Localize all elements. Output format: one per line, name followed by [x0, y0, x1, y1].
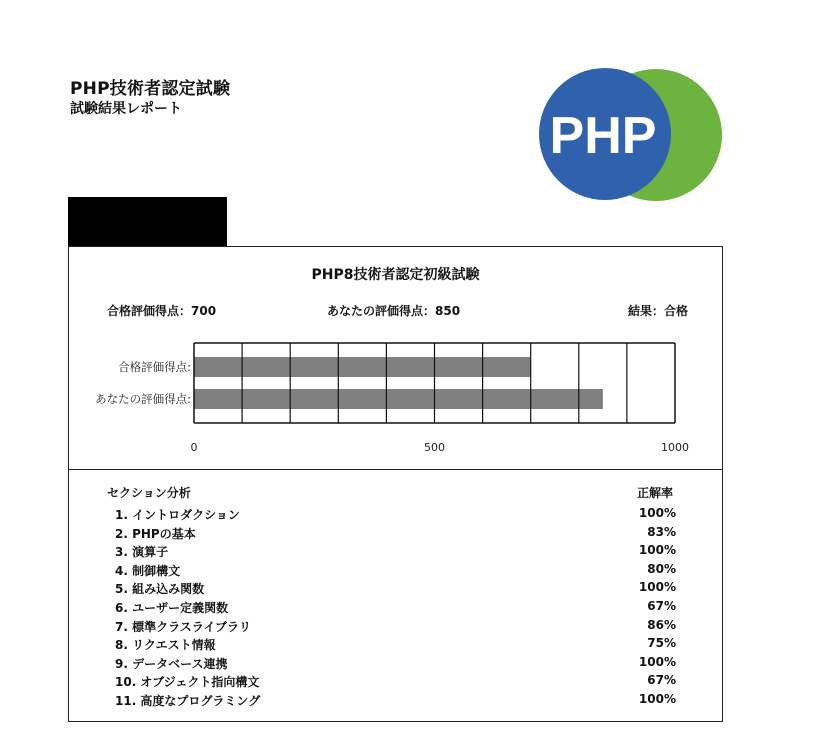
section-name: 9. データベース連携: [115, 656, 228, 671]
section-name: 8. リクエスト情報: [115, 638, 216, 653]
score-chart: [69, 327, 721, 462]
bar-label: あなたの評価得点:: [95, 392, 191, 406]
section-row: [69, 599, 722, 618]
section-row: [69, 543, 722, 562]
section-rate: 80%: [647, 561, 676, 576]
exam-title: PHP8技術者認定初級試験: [311, 267, 480, 283]
section-row: [69, 636, 722, 655]
section-name: 7. 標準クラスライブラリ: [115, 619, 252, 634]
section-rate: 75%: [647, 636, 676, 651]
section-name: 3. 演算子: [115, 545, 169, 560]
bar-label: 合格評価得点:: [118, 360, 191, 374]
php-logo: [538, 67, 724, 203]
section-row: [69, 506, 722, 525]
section-rate: 100%: [638, 580, 676, 595]
section-rate: 86%: [647, 617, 676, 632]
section-rate: 100%: [638, 691, 676, 706]
section-row: [69, 562, 722, 581]
x-tick-label: 0: [190, 441, 198, 454]
section-name: 10. オブジェクト指向構文: [115, 675, 260, 690]
x-tick-label: 1000: [661, 441, 689, 454]
bar-1: [194, 357, 531, 377]
section-rate: 100%: [638, 506, 676, 520]
section-name: 11. 高度なプログラミング: [115, 693, 261, 708]
x-tick-label: 500: [424, 441, 445, 454]
section-name: 1. イントロダクション: [115, 508, 240, 522]
section-name: 2. PHPの基本: [115, 526, 196, 541]
result-panel: [68, 246, 723, 722]
section-row: [69, 580, 722, 599]
report-title: PHP技術者認定試験: [70, 79, 231, 99]
result-text: 結果：合格: [627, 304, 688, 318]
section-row: [69, 692, 722, 711]
pass-score-text: 合格評価得点：700: [107, 304, 217, 318]
section-analysis-heading: セクション分析: [107, 486, 191, 500]
section-row: [69, 655, 722, 674]
section-row: [69, 618, 722, 637]
accuracy-heading: 正解率: [637, 486, 674, 500]
section-rate: 100%: [638, 654, 676, 669]
section-name: 6. ユーザー定義関数: [115, 600, 229, 615]
section-row: [69, 673, 722, 692]
section-list: [69, 506, 722, 711]
redacted-block: [68, 197, 227, 247]
section-rate: 67%: [647, 598, 676, 613]
section-name: 4. 制御構文: [115, 563, 181, 578]
section-row: [69, 525, 722, 544]
your-score-text: あなたの評価得点：850: [327, 304, 461, 318]
section-rate: 67%: [647, 673, 676, 688]
report-subtitle: 試験結果レポート: [70, 101, 182, 117]
section-rate: 100%: [638, 543, 676, 558]
section-name: 5. 組み込み関数: [115, 582, 205, 597]
section-rate: 83%: [647, 524, 676, 539]
logo-text: PHP: [549, 107, 657, 165]
bar-2: [194, 389, 603, 409]
section-divider: [69, 469, 722, 470]
